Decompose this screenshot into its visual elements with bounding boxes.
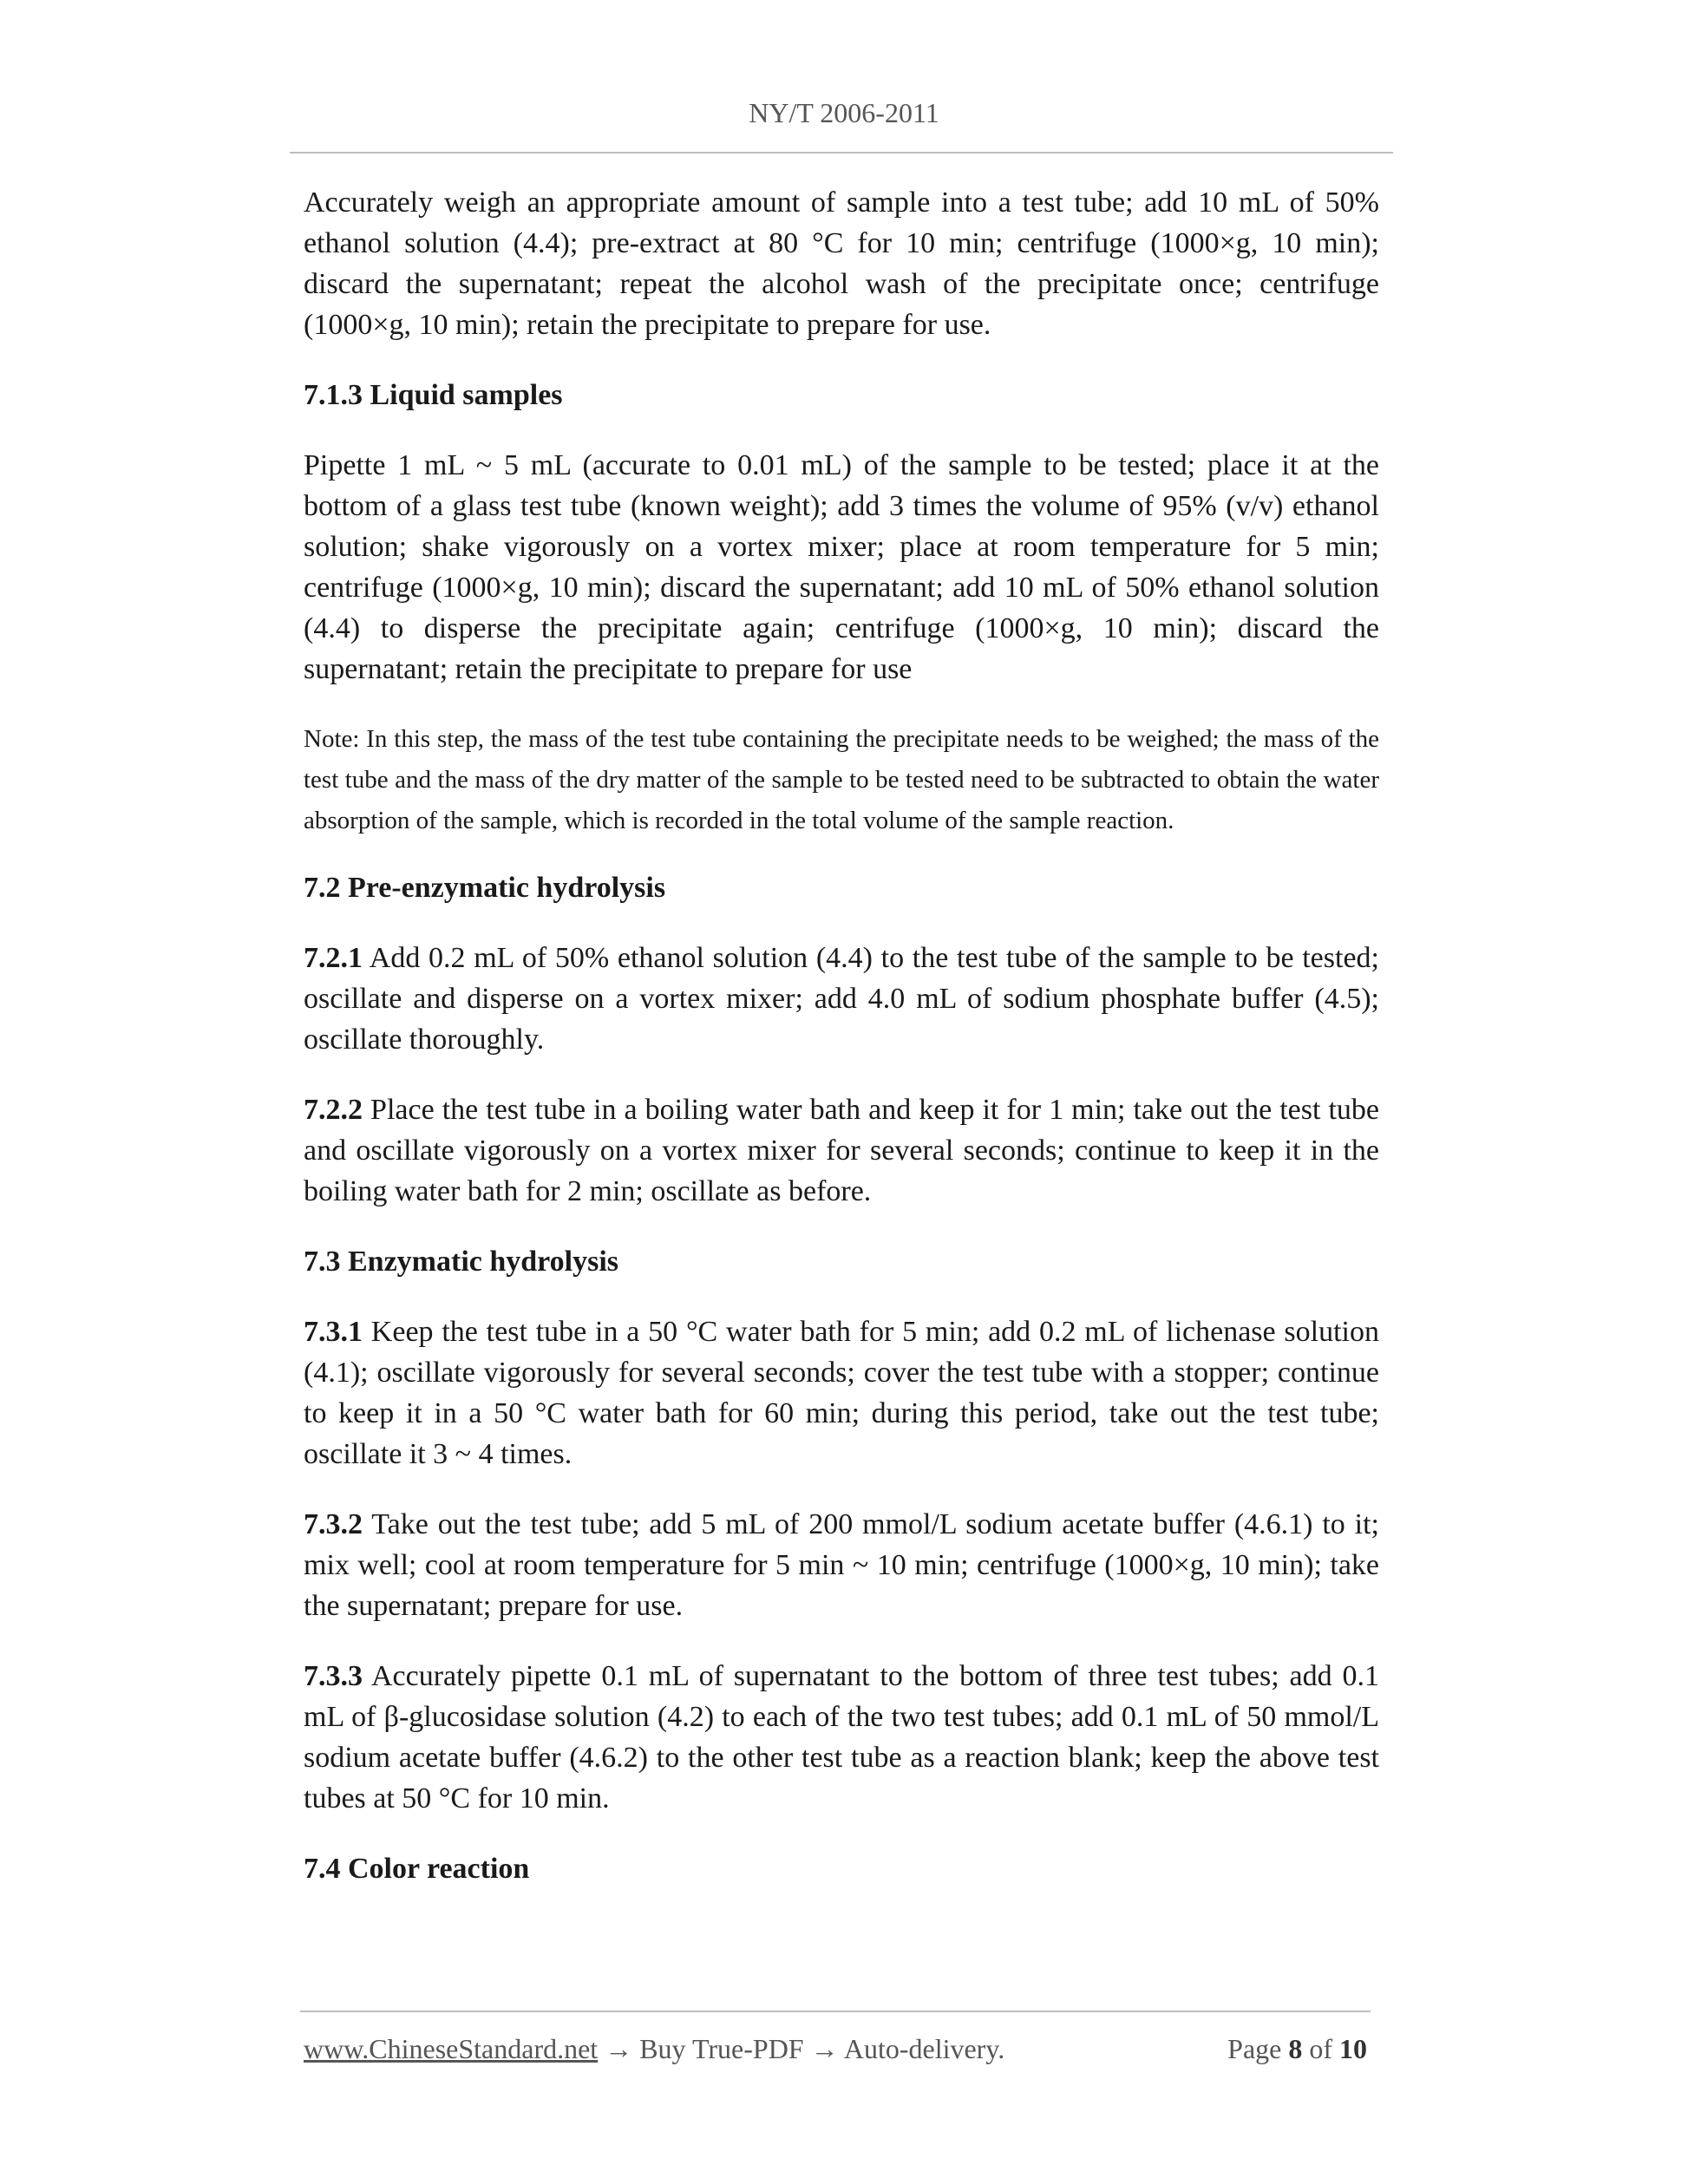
website-link[interactable]: www.ChineseStandard.net xyxy=(304,2033,599,2064)
clause-text-7-3-3: Accurately pipette 0.1 mL of supernatant to the bottom of three test tubes; add 0.1 mL of β-glucosidase solution (4.2) to each of the two test tubes; add 0.1 mL of 50 mmol/L sodium acetate buffer (4.6.2) to the other test tube as a reaction blank; keep the above test tubes at 50 °C for 10 min. xyxy=(304,1660,1379,1815)
paragraph-7-3-3 xyxy=(304,1656,1379,1819)
paragraph-sample-prep: Accurately weigh an appropriate amount of sample into a test tube; add 10 mL of 50% ethanol solution (4.4); pre-extract at 80 °C for 10 min; centrifuge (1000×g, 10 min); discard the supernatant; repeat the alcohol wash of the precipitate once; centrifuge (1000×g, 10 min); retain the precipitate to prepare for use. xyxy=(304,186,1379,341)
clause-text-7-2-1: Add 0.2 mL of 50% ethanol solution (4.4) to the test tube of the sample to be tested; oscillate and disperse on a vortex mixer; add 4.0 mL of sodium phosphate buffer (4.5); oscillate thoroughly. xyxy=(304,942,1379,1056)
clause-number-7-3-2: 7.3.2 xyxy=(304,1508,363,1540)
paragraph-7-3-1 xyxy=(304,1311,1379,1475)
clause-number-7-2-2: 7.2.2 xyxy=(304,1094,363,1126)
clause-number-7-2-1: 7.2.1 xyxy=(304,942,363,974)
page-total: 10 xyxy=(1339,2033,1367,2064)
clause-text-7-2-2: Place the test tube in a boiling water bath and keep it for 1 min; take out the test tube and oscillate vigorously on a vortex mixer for several seconds; continue to keep it in the boiling water bath for 2 min; oscillate as before. xyxy=(304,1094,1379,1207)
heading-7-1-3: 7.1.3 Liquid samples xyxy=(304,379,563,411)
heading-7-2: 7.2 Pre-enzymatic hydrolysis xyxy=(304,872,666,904)
clause-text-7-3-2: Take out the test tube; add 5 mL of 200 mmol/L sodium acetate buffer (4.6.1) to it; mix well; cool at room temperature for 5 min ~ 10 min; centrifuge (1000×g, 10 min); take the supernatant; prepare for use. xyxy=(304,1508,1379,1622)
clause-number-7-3-1: 7.3.1 xyxy=(304,1316,363,1348)
page-header-title: NY/T 2006-2011 xyxy=(749,97,939,128)
page-content xyxy=(304,182,1379,1919)
footer-divider xyxy=(300,2011,1371,2012)
paragraph-7-2-2 xyxy=(304,1089,1379,1212)
page-label: Page xyxy=(1227,2033,1282,2064)
header-divider xyxy=(290,152,1393,154)
note-paragraph: Note: In this step, the mass of the test tube containing the precipitate needs to be weighed; the mass of the test tube and the mass of the dry matter of the sample to be tested need to be subtracted to obtain the water absorption of the sample, which is recorded in the total volume of the sample reaction. xyxy=(304,725,1379,834)
footer-tagline: → Buy True-PDF → Auto-delivery. xyxy=(598,2033,1005,2064)
heading-7-3: 7.3 Enzymatic hydrolysis xyxy=(304,1246,619,1278)
paragraph-7-2-1 xyxy=(304,938,1379,1060)
clause-text-7-3-1: Keep the test tube in a 50 °C water bath for 5 min; add 0.2 mL of lichenase solution (4.1); oscillate vigorously for several seconds; cover the test tube with a stopper; continue to keep it in a 50 °C water bath for 60 min; during this period, take out the test tube; oscillate it 3 ~ 4 times. xyxy=(304,1316,1379,1470)
heading-7-4: 7.4 Color reaction xyxy=(304,1853,530,1885)
paragraph-7-3-2 xyxy=(304,1504,1379,1626)
page-number: 8 xyxy=(1288,2033,1303,2064)
paragraph-7-1-3: Pipette 1 mL ~ 5 mL (accurate to 0.01 mL) of the sample to be tested; place it at the bottom of a glass test tube (known weight); add 3 times the volume of 95% (v/v) ethanol solution; shake vigorously on a vortex mixer; place at room temperature for 5 min; centrifuge (1000×g, 10 min); discard the supernatant; add 10 mL of 50% ethanol solution (4.4) to disperse the precipitate again; centrifuge (1000×g, 10 min); discard the supernatant; retain the precipitate to prepare for use xyxy=(304,449,1379,685)
of-label: of xyxy=(1309,2033,1332,2064)
footer-left xyxy=(304,2028,1004,2070)
page-indicator xyxy=(1227,2028,1367,2070)
clause-number-7-3-3: 7.3.3 xyxy=(304,1660,363,1692)
